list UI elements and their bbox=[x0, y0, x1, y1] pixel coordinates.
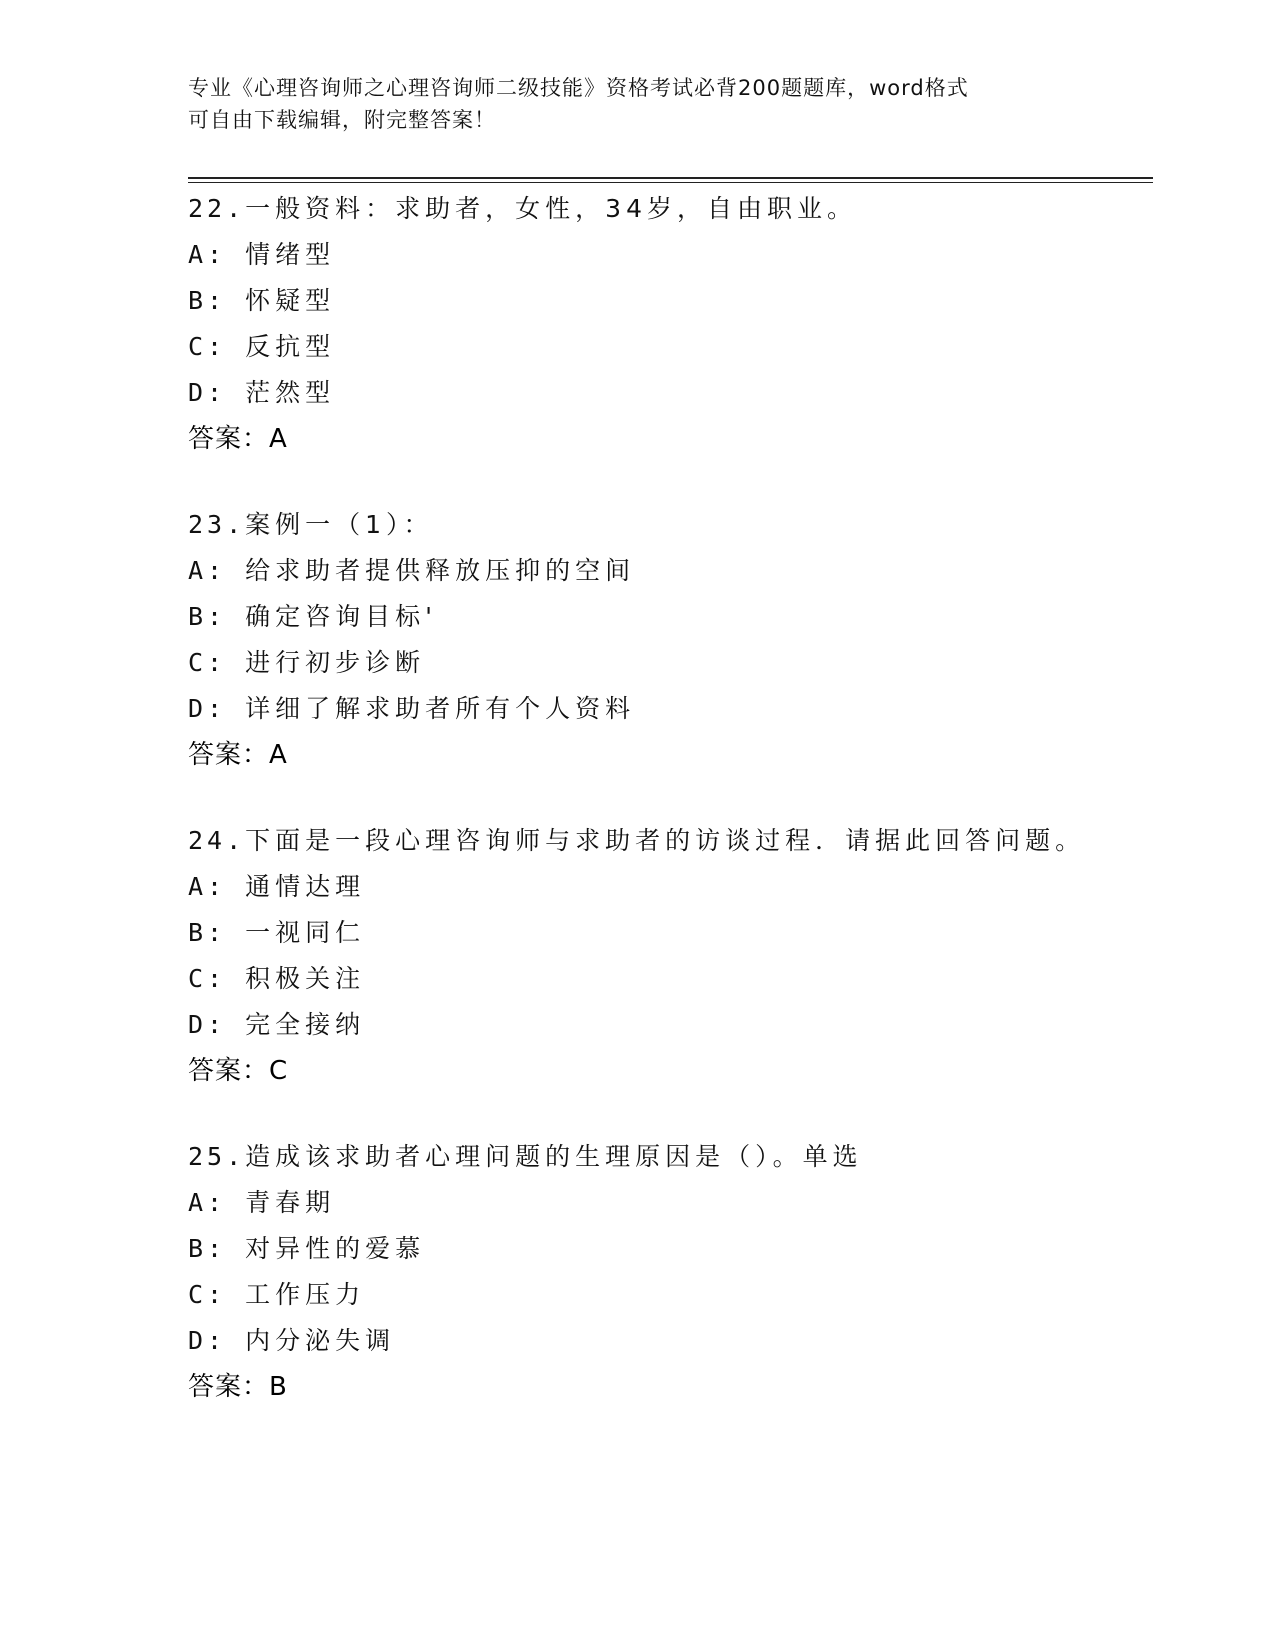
question-text: 造成该求助者心理问题的生理原因是（）。单选 bbox=[245, 1142, 863, 1171]
option-c bbox=[188, 1272, 1148, 1318]
option-key: C: bbox=[188, 964, 227, 993]
option-text: 青春期 bbox=[245, 1188, 336, 1217]
option-c bbox=[188, 956, 1148, 1002]
option-key: C: bbox=[188, 648, 227, 677]
question-22 bbox=[188, 186, 1148, 462]
option-key: A: bbox=[188, 240, 227, 269]
option-c bbox=[188, 324, 1148, 370]
option-b bbox=[188, 1226, 1148, 1272]
option-text: 工作压力 bbox=[245, 1280, 366, 1309]
answer-label: 答案： bbox=[188, 740, 270, 770]
option-key: C: bbox=[188, 1280, 227, 1309]
question-stem bbox=[188, 818, 1148, 864]
option-text: 积极关注 bbox=[245, 964, 366, 993]
header-line-1: 专业《心理咨询师之心理咨询师二级技能》资格考试必背200题题库，word格式 bbox=[188, 76, 969, 100]
option-key: C: bbox=[188, 332, 227, 361]
option-a bbox=[188, 548, 1148, 594]
option-b bbox=[188, 278, 1148, 324]
option-text: 怀疑型 bbox=[245, 286, 336, 315]
document-header bbox=[188, 72, 1088, 136]
option-text: 给求助者提供释放压抑的空间 bbox=[245, 556, 636, 585]
answer-line bbox=[188, 1364, 1148, 1410]
question-text: 一般资料：求助者，女性，34岁，自由职业。 bbox=[245, 194, 857, 223]
answer-line bbox=[188, 1048, 1148, 1094]
option-key: A: bbox=[188, 1188, 227, 1217]
answer-label: 答案： bbox=[188, 1372, 270, 1402]
header-line-2: 可自由下载编辑，附完整答案！ bbox=[188, 108, 496, 132]
question-number: 23. bbox=[188, 510, 246, 539]
question-25 bbox=[188, 1134, 1148, 1410]
question-stem bbox=[188, 186, 1148, 232]
question-number: 22. bbox=[188, 194, 246, 223]
option-key: A: bbox=[188, 556, 227, 585]
option-text: 对异性的爱慕 bbox=[245, 1234, 426, 1263]
answer-value: B bbox=[269, 1372, 287, 1402]
option-b bbox=[188, 910, 1148, 956]
option-text: 确定咨询目标' bbox=[245, 602, 438, 631]
header-divider-thick bbox=[188, 177, 1153, 179]
option-d bbox=[188, 686, 1148, 732]
answer-label: 答案： bbox=[188, 424, 270, 454]
option-d bbox=[188, 1002, 1148, 1048]
option-a bbox=[188, 864, 1148, 910]
option-text: 一视同仁 bbox=[245, 918, 366, 947]
option-key: D: bbox=[188, 1010, 227, 1039]
question-number: 24. bbox=[188, 826, 246, 855]
answer-label: 答案： bbox=[188, 1056, 270, 1086]
header-divider-thin bbox=[188, 182, 1153, 183]
option-text: 情绪型 bbox=[245, 240, 336, 269]
option-key: B: bbox=[188, 918, 227, 947]
answer-value: A bbox=[269, 424, 287, 454]
option-d bbox=[188, 370, 1148, 416]
option-a bbox=[188, 1180, 1148, 1226]
option-text: 内分泌失调 bbox=[245, 1326, 396, 1355]
option-text: 详细了解求助者所有个人资料 bbox=[245, 694, 636, 723]
option-key: D: bbox=[188, 378, 227, 407]
answer-value: A bbox=[269, 740, 287, 770]
option-key: A: bbox=[188, 872, 227, 901]
option-a bbox=[188, 232, 1148, 278]
question-text: 案例一（1）： bbox=[245, 510, 434, 539]
option-text: 进行初步诊断 bbox=[245, 648, 426, 677]
answer-line bbox=[188, 732, 1148, 778]
option-b bbox=[188, 594, 1148, 640]
question-24 bbox=[188, 818, 1148, 1094]
answer-value: C bbox=[269, 1056, 288, 1086]
option-key: B: bbox=[188, 286, 227, 315]
question-stem bbox=[188, 502, 1148, 548]
option-d bbox=[188, 1318, 1148, 1364]
answer-line bbox=[188, 416, 1148, 462]
question-stem bbox=[188, 1134, 1148, 1180]
question-number: 25. bbox=[188, 1142, 246, 1171]
option-text: 通情达理 bbox=[245, 872, 366, 901]
option-key: D: bbox=[188, 694, 227, 723]
option-key: B: bbox=[188, 1234, 227, 1263]
question-text: 下面是一段心理咨询师与求助者的访谈过程．请据此回答问题。 bbox=[245, 826, 1086, 855]
option-key: B: bbox=[188, 602, 227, 631]
option-c bbox=[188, 640, 1148, 686]
option-text: 完全接纳 bbox=[245, 1010, 366, 1039]
option-key: D: bbox=[188, 1326, 227, 1355]
question-23 bbox=[188, 502, 1148, 778]
option-text: 反抗型 bbox=[245, 332, 336, 361]
option-text: 茫然型 bbox=[245, 378, 336, 407]
